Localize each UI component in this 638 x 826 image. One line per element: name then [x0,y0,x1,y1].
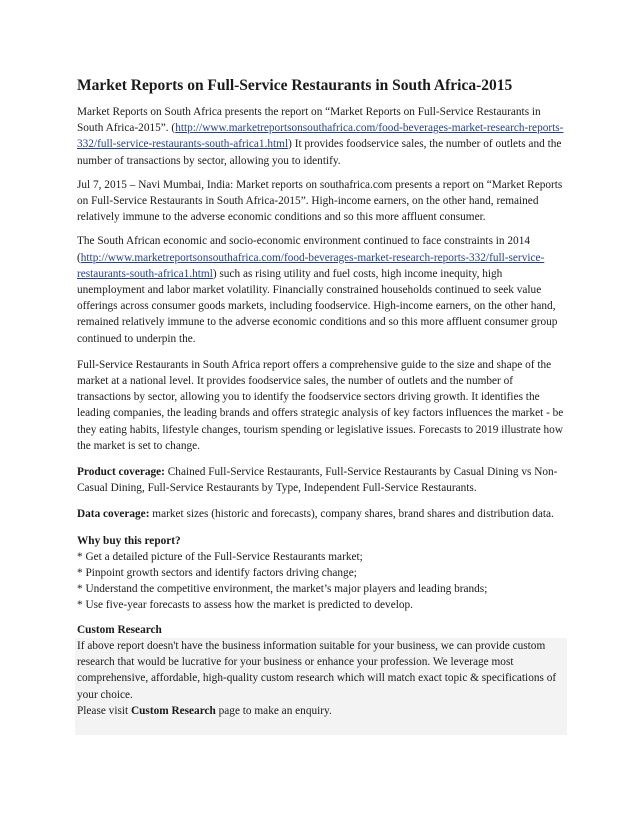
product-coverage-label: Product coverage: [77,466,165,479]
intro-paragraph [77,104,565,169]
why-buy-item: * Use five-year forecasts to assess how the market is predicted to develop. [77,599,413,612]
custom-research-visit [77,703,565,719]
economy-text-end: ) such as rising utility and fuel costs, high income inequity, high unemployment and labor market volatility. Financially constrained households continued to seek value offerings across consumer goods markets, including foodservice. High-income earners, on the other hand, remained relatively immune to the adverse economic conditions and so this more affluent consumer group continued to underpin the. [77,267,558,345]
overview-paragraph: Full-Service Restaurants in South Africa report offers a comprehensive guide to the size and shape of the market at a national level. It provides foodservice sales, the number of outlets and the number of transactions by sector, allowing you to identify the foodservice sectors driving growth. It identifies the leading companies, the leading brands and offers strategic analysis of key factors influences the market - be they eating habits, lifestyle changes, tourism spending or legislative issues. Forecasts to 2019 illustrate how the market is set to change. [77,358,564,452]
intro-text: Market Reports on South Africa presents the report on “Market Reports on Full-Service Restaurants in South Africa-2015”. ( [77,106,541,135]
intro-text-end: ) It provides foodservice sales, the number of outlets and the number of transactions by sector, allowing you to identify. [77,138,562,167]
data-coverage-text: market sizes (historic and forecasts), company shares, brand shares and distribution data. [149,508,554,521]
page-title: Market Reports on Full-Service Restaurants in South Africa-2015 [77,77,513,94]
economy-paragraph [77,233,565,346]
data-coverage [77,506,565,522]
why-buy-title: Why buy this report? [77,534,181,547]
custom-research-link[interactable]: Custom Research [130,704,216,717]
visit-text-end: page to make an enquiry. [215,704,332,717]
economy-text: The South African economic and socio-economic environment continued to face constraints in 2014 ( [77,235,531,264]
custom-research-box [75,638,567,735]
report-link[interactable]: http://www.marketreportsonsouthafrica.com/food-beverages-market-research-reports-332/full-service-restaurants-south-africa1.html [77,122,564,151]
visit-text: Please visit [77,704,131,717]
report-link-2[interactable]: http://www.marketreportsonsouthafrica.com/food-beverages-market-research-reports-332/full-service-restaurants-south-africa1.html [77,251,545,280]
why-buy-item: * Get a detailed picture of the Full-Service Restaurants market; [77,550,363,563]
why-buy-section [77,533,565,614]
data-coverage-label: Data coverage: [77,508,150,521]
document-page [77,76,565,735]
custom-research-body: If above report doesn't have the business information suitable for your business, we can provide custom research that would be lucrative for your business or enhance your profession. We leverage most comprehensive, affordable, high-quality custom research which will match exact topic & specifications of your choice. [77,639,557,701]
why-buy-item: * Pinpoint growth sectors and identify factors driving change; [77,567,357,580]
why-buy-item: * Understand the competitive environment, the market’s major players and leading brands; [77,583,488,596]
product-coverage [77,464,565,496]
custom-research-title: Custom Research [77,623,162,636]
press-paragraph: Jul 7, 2015 – Navi Mumbai, India: Market reports on southafrica.com presents a report on “Market Reports on Full-Service Restaurants in South Africa-2015”. High-income earners, on the other hand, remained relatively immune to the adverse economic conditions and so this more affluent consumer. [77,178,563,224]
product-coverage-text: Chained Full-Service Restaurants, Full-Service Restaurants by Casual Dining vs Non-Casual Dining, Full-Service Restaurants by Type, Independent Full-Service Restaurants. [77,466,558,495]
